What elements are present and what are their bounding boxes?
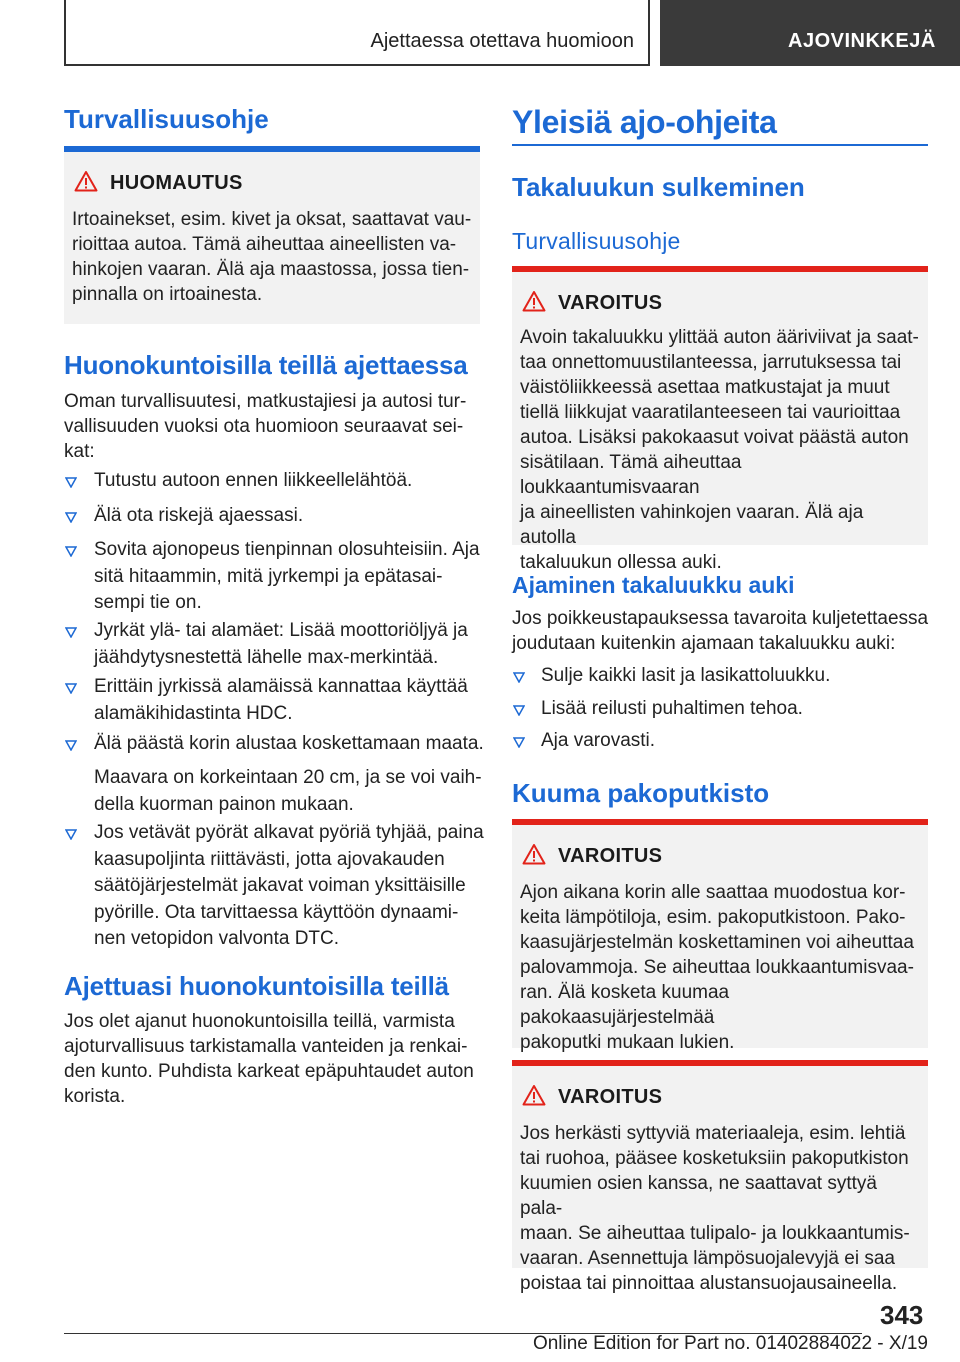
bullet-triangle-icon <box>65 546 77 557</box>
edition-footer: Online Edition for Part no. 01402884022 - X/19 <box>532 1333 928 1354</box>
after-rough-title: Ajettuasi huonokuntoisilla teillä <box>64 971 449 1001</box>
tailgate-title: Takaluukun sulkeminen <box>512 172 805 202</box>
open-tailgate-title: Ajaminen takaluukku auki <box>512 572 795 598</box>
left-safety-title: Turvallisuusohje <box>64 104 269 134</box>
bullet-triangle-icon <box>65 627 77 638</box>
general-title: Yleisiä ajo-ohjeita <box>512 104 777 140</box>
rough-roads-intro: Oman turvallisuutesi, matkustajiesi ja autosi tur- vallisuuden vuoksi ota huomioon seuraavat sei- kat: <box>64 391 467 462</box>
warning-label: VAROITUS <box>558 845 663 867</box>
blue-thin-rule <box>512 144 928 146</box>
open-item-2: Lisää reilusti puhaltimen tehoa. <box>541 698 803 719</box>
exhaust-title: Kuuma pakoputkisto <box>512 778 770 808</box>
wheel-spin-item: Jos vetävät pyörät alkavat pyöriä tyhjää, paina kaasupoljinta riittävästi, jotta ajovakauden säätöjärjestelmät jakavat voiman yksittäisille pyörille. Ota tarvittaessa käyttöön dynaami- nen vetopidon valvonta DTC. <box>94 822 484 949</box>
warning-triangle-icon <box>74 170 98 192</box>
notice-label: HUOMAUTUS <box>110 172 243 194</box>
warning-text-tailgate: Avoin takaluukku ylittää auton ääriviivat ja saat- taa onnettomuustilanteessa, jarrutuksessa tai väistöliikkeessä asettaa matkustajat ja muut tiellä liikkujat vaaratilanteeseen tai vaurioittaa autoa. Lisäksi pakokaasut voivat päästä auton sisätilaan. Tämä aiheuttaa loukkaantumisvaaran ja aineellisten vahinkojen vaaran. Älä aja autolla takaluukun ollessa auki. <box>520 327 919 573</box>
warning-box-exhaust-heat <box>512 825 928 1053</box>
open-item-1: Sulje kaikki lasit ja lasikattoluukku. <box>541 665 831 686</box>
warning-label: VAROITUS <box>558 1086 663 1108</box>
rough-item-3: Sovita ajonopeus tienpinnan olosuhteisiin. Aja sitä hitaammin, mitä jyrkempi ja epätasai- sempi tie on. <box>94 539 480 613</box>
bullet-triangle-icon <box>65 477 77 488</box>
notice-box <box>64 152 480 324</box>
rough-item-5: Erittäin jyrkissä alamäissä kannattaa käyttää alamäkihidastinta HDC. <box>94 676 468 724</box>
safety-subtitle: Turvallisuusohje <box>512 228 681 254</box>
warning-triangle-icon <box>522 290 546 312</box>
bullet-triangle-icon <box>513 705 525 716</box>
open-item-3: Aja varovasti. <box>541 730 656 751</box>
warning-triangle-icon <box>522 843 546 865</box>
warning-triangle-icon <box>522 1084 546 1106</box>
notice-text: Irtoainekset, esim. kivet ja oksat, saattavat vau- rioittaa autoa. Tämä aiheuttaa aineellisten va- hinkojen vaaran. Älä aja maastossa, jossa tien- pinnalla on irtoainesta. <box>72 209 472 305</box>
bullet-triangle-icon <box>65 683 77 694</box>
open-tailgate-intro: Jos poikkeustapauksessa tavaroita kuljetettaessa joudutaan kuitenkin ajamaan takaluukku auki: <box>512 608 929 654</box>
clearance-note: Maavara on korkeintaan 20 cm, ja se voi vaih- della kuorman painon mukaan. <box>94 767 482 815</box>
after-rough-text: Jos olet ajanut huonokuntoisilla teillä, varmista ajoturvallisuus tarkistamalla vanteiden ja renkai- den kunto. Puhdista karkeat epäpuhtaudet auton korista. <box>64 1011 474 1107</box>
warning-text-exhaust-fire: Jos herkästi syttyviä materiaaleja, esim. lehtiä tai ruohoa, pääsee kosketuksiin pakoputkiston kuumien osien kanssa, ne saattavat syttyä pala- maan. Se aiheuttaa tulipalo- ja loukkaantumis- vaaran. Asennettuja lämpösuojalevyjä ei saa poistaa tai pinnoittaa alustansuojausaineella. <box>520 1123 910 1294</box>
header-section-title: Ajettaessa otettava huomioon <box>370 30 634 52</box>
bullet-triangle-icon <box>65 740 77 751</box>
rough-item-6: Älä päästä korin alustaa koskettamaan maata. <box>94 733 484 754</box>
rough-item-2: Älä ota riskejä ajaessasi. <box>94 505 304 526</box>
page-number: 343 <box>880 1300 924 1330</box>
warning-box-tailgate <box>512 272 928 573</box>
rough-item-4: Jyrkät ylä- tai alamäet: Lisää moottoriöljyä ja jäähdytysnestettä lähelle max-merkintää. <box>94 620 468 668</box>
warning-label: VAROITUS <box>558 292 663 314</box>
warning-box-exhaust-fire <box>512 1066 928 1294</box>
bullet-triangle-icon <box>65 512 77 523</box>
header-chapter-title: AJOVINKKEJÄ <box>788 30 936 52</box>
header-section-tab <box>64 0 650 66</box>
rough-roads-title: Huonokuntoisilla teillä ajettaessa <box>64 350 468 380</box>
header-chapter-tab <box>660 0 960 66</box>
bullet-triangle-icon <box>513 672 525 683</box>
bullet-triangle-icon <box>65 829 77 840</box>
warning-text-exhaust-heat: Ajon aikana korin alle saattaa muodostua kor- keita lämpötiloja, esim. pakoputkistoon. Pako- kaasujärjestelmän koskettaminen voi aiheuttaa palovammoja. Se aiheuttaa loukkaantumisvaa- ran. Älä kosketa kuumaa pakokaasujärjestelmää pakoputki mukaan lukien. <box>520 882 914 1053</box>
bullet-triangle-icon <box>513 737 525 748</box>
rough-item-1: Tutustu autoon ennen liikkeellelähtöä. <box>94 470 413 491</box>
